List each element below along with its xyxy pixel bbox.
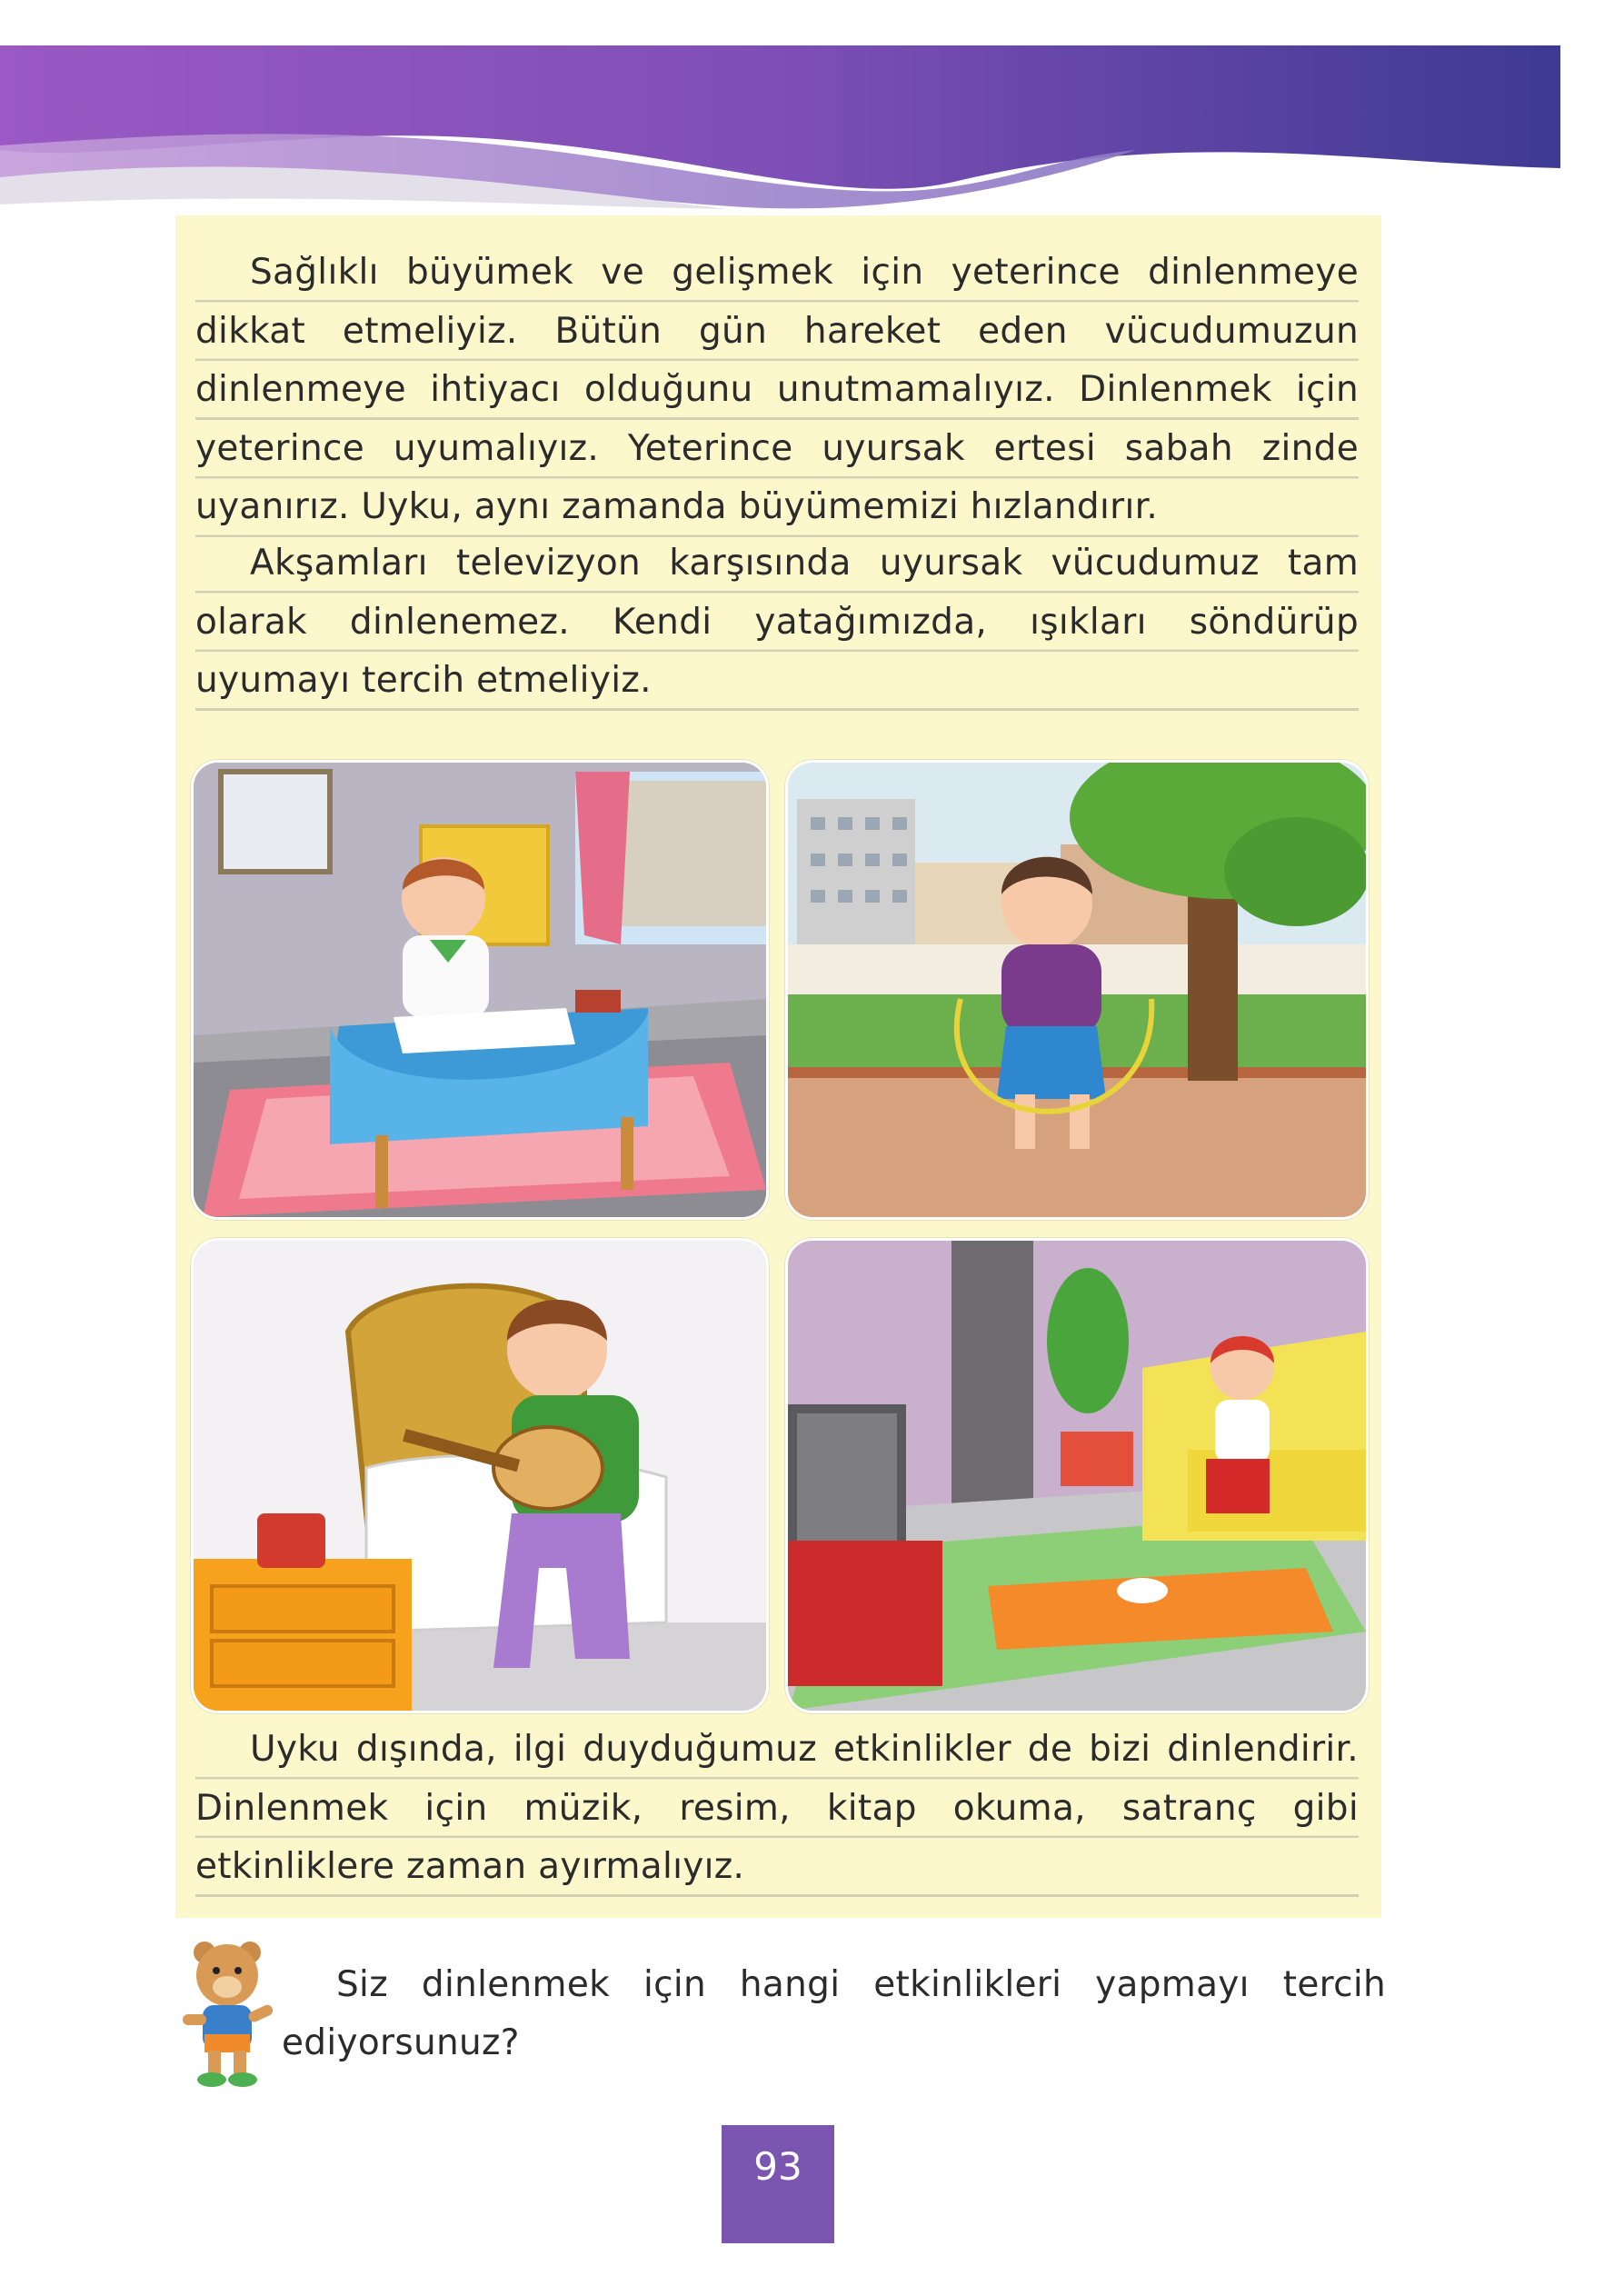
paragraph-3-text: Uyku dışında, ilgi duyduğumuz etkinlikler de bizi dinlendirir. Dinlenmek için müzik, resim, kitap okuma, satranç gibi etkinliklere zaman ayırmalıyız.	[195, 1729, 1359, 1888]
illustration-boy-painting	[191, 760, 769, 1220]
illustration-girl-skipping	[785, 760, 1369, 1220]
paragraph-2-text: Akşamları televizyon karşısında uyursak vücudumuz tam olarak dinlenemez. Kendi yatağımızda, ışıkları söndürüp uyumayı tercih etmeliyiz.	[195, 543, 1359, 702]
paragraph-1-text: Sağlıklı büyümek ve gelişmek için yeterince dinlenmeye dikkat etmeliyiz. Bütün gün hareket eden vücudumuzun dinlenmeye ihtiyacı olduğunu unutmamalıyız. Dinlenmek için yeterince uyumalıyız. Yeterince uyursak ertesi sabah zinde uyanırız. Uyku, aynı zamanda büyümemizi hızlandırır.	[195, 252, 1359, 528]
question-text: Siz dinlenmek için hangi etkinlikleri yapmayı tercih ediyorsunuz?	[282, 1964, 1386, 2063]
paragraph-rest-sleep	[195, 244, 1359, 537]
illustration-boy-guitar	[191, 1238, 769, 1713]
paragraph-tv-sleep	[195, 534, 1359, 711]
header-banner	[0, 0, 1624, 218]
bear-mascot-icon	[177, 1934, 277, 2089]
illustration-grid	[191, 760, 1369, 1708]
page-number: 93	[722, 2125, 834, 2243]
paragraph-other-activities	[195, 1721, 1359, 1897]
illustration-girl-reading	[785, 1238, 1369, 1713]
discussion-question	[282, 1956, 1386, 2072]
